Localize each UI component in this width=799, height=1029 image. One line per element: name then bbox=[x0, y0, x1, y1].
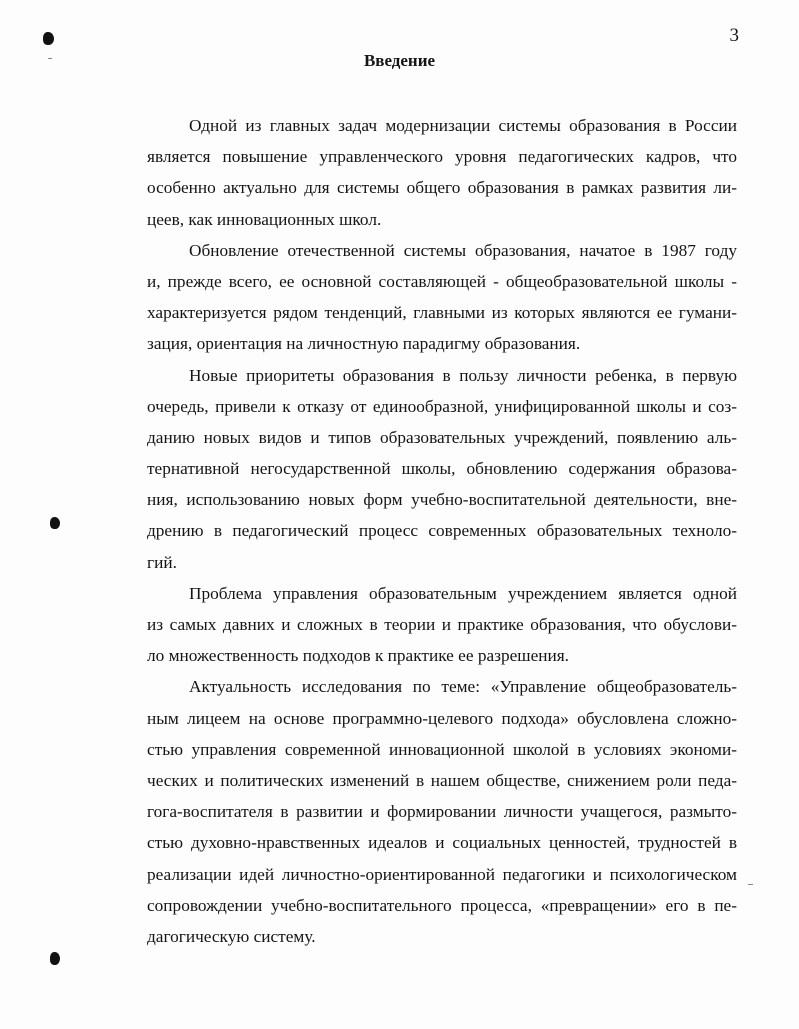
text-line: реализации идей личностно-ориентированной педагогики и психологическом bbox=[147, 864, 737, 884]
paragraph bbox=[147, 235, 737, 360]
paragraph bbox=[147, 671, 737, 952]
paragraph bbox=[147, 578, 737, 672]
section-heading: Введение bbox=[363, 51, 436, 70]
text-line: дрению в педагогический процесс современных образовательных техноло- bbox=[147, 521, 737, 541]
text-line: зация, ориентация на личностную парадигму образования. bbox=[147, 334, 581, 354]
punch-hole-mark bbox=[50, 517, 60, 529]
text-line: является повышение управленческого уровня педагогических кадров, что bbox=[147, 147, 737, 167]
text-line: дагогическую систему. bbox=[147, 926, 316, 946]
scan-speck bbox=[748, 884, 753, 885]
page-number: 3 bbox=[729, 25, 739, 46]
text-line: сопровождении учебно-воспитательного процесса, «превращении» его в пе- bbox=[147, 895, 737, 915]
text-line: цеев, как инновационных школ. bbox=[147, 209, 382, 229]
text-line: стью духовно-нравственных идеалов и социальных ценностей, трудностей в bbox=[147, 833, 737, 853]
text-line: из самых давних и сложных в теории и практике образования, что обуслови- bbox=[147, 615, 737, 634]
text-line: ным лицеем на основе программно-целевого подхода» обусловлена сложно- bbox=[147, 708, 737, 728]
text-line: ческих и политических изменений в нашем обществе, снижением роли педа- bbox=[147, 770, 737, 790]
text-line: ло множественность подходов к практике ее разрешения. bbox=[147, 646, 570, 666]
text-line: характеризуется рядом тенденций, главными из которых являются ее гумани- bbox=[147, 303, 737, 323]
text-line: очередь, привели к отказу от единообразной, унифицированной школы и соз- bbox=[147, 396, 737, 416]
punch-hole-mark bbox=[50, 952, 60, 965]
punch-hole-mark bbox=[43, 32, 54, 45]
text-line: Проблема управления образовательным учреждением является одной bbox=[189, 583, 737, 603]
text-line: Актуальность исследования по теме: «Управление общеобразователь- bbox=[189, 677, 737, 697]
paragraph bbox=[147, 110, 737, 235]
paragraph bbox=[147, 360, 737, 578]
text-line: Обновление отечественной системы образования, начатое в 1987 году bbox=[189, 240, 737, 260]
text-line: ния, использованию новых форм учебно-воспитательной деятельности, вне- bbox=[147, 490, 737, 510]
text-line: стью управления современной инновационной школой в условиях экономи- bbox=[147, 739, 737, 759]
text-line: и, прежде всего, ее основной составляющей - общеобразовательной школы - bbox=[147, 271, 737, 291]
text-line: гога-воспитателя в развитии и формировании личности учащегося, размыто- bbox=[147, 802, 737, 822]
body-text bbox=[147, 110, 737, 952]
text-line: гий. bbox=[147, 552, 177, 572]
text-line: тернативной негосударственной школы, обновлению содержания образова- bbox=[147, 459, 737, 479]
text-line: Одной из главных задач модернизации системы образования в России bbox=[189, 116, 737, 135]
text-line: данию новых видов и типов образовательных учреждений, появлению аль- bbox=[147, 427, 737, 447]
text-line: особенно актуально для системы общего образования в рамках развития ли- bbox=[147, 178, 737, 198]
text-line: Новые приоритеты образования в пользу личности ребенка, в первую bbox=[189, 365, 737, 385]
